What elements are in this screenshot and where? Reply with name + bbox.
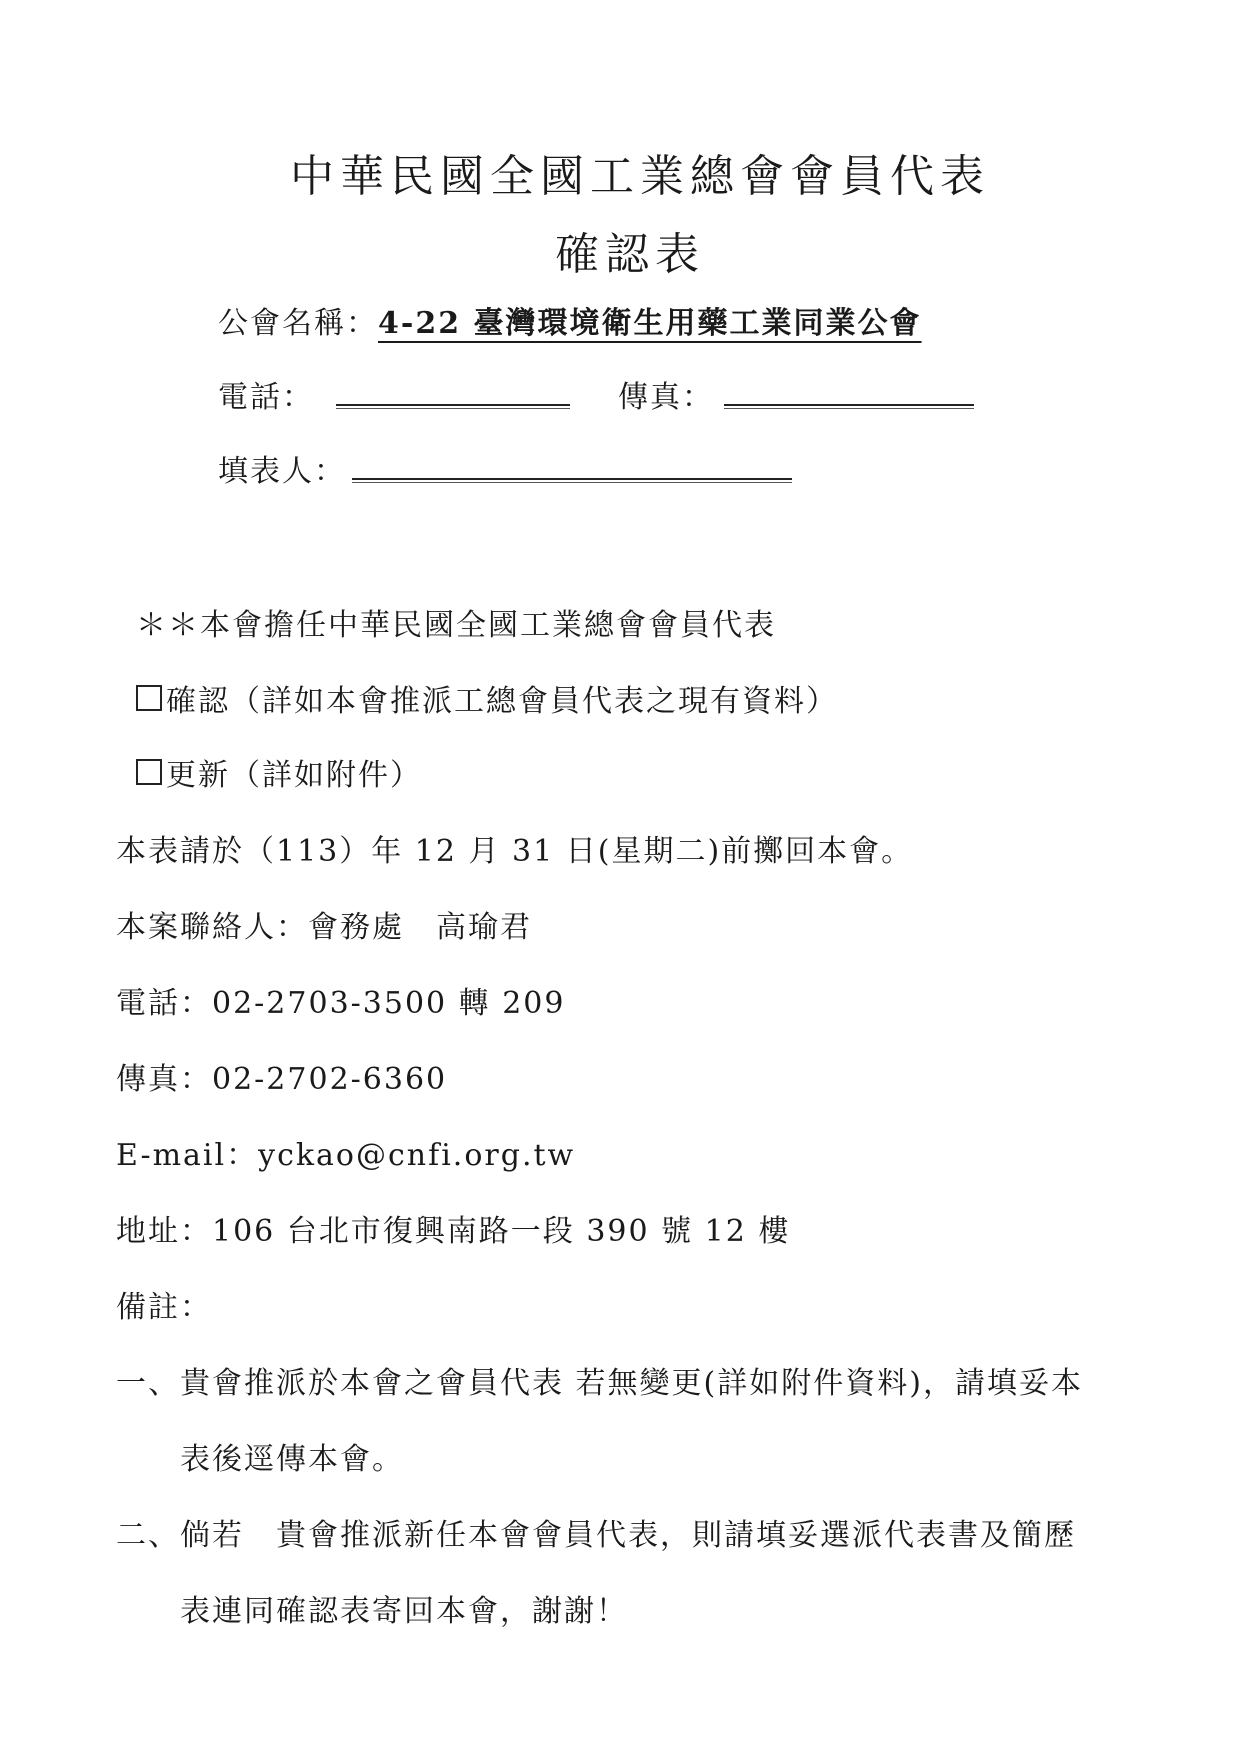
deadline-text: 本表請於（113）年 12 月 31 日(星期二)前擲回本會。 <box>116 834 914 869</box>
option-confirm-label: 確認（詳如本會推派工總會員代表之現有資料） <box>166 684 838 719</box>
contact-phone: 電話：02-2703-3500 轉 209 <box>116 986 566 1021</box>
contact-address: 地址：106 台北市復興南路一段 390 號 12 樓 <box>116 1214 791 1249</box>
page-subtitle: 確認表 <box>555 229 705 280</box>
update-checkbox[interactable] <box>136 759 162 785</box>
note-item-1-cont: 表後逕傳本會。 <box>180 1442 404 1477</box>
notes-label: 備註： <box>116 1290 212 1325</box>
fax-label: 傳真： <box>618 380 714 415</box>
option-confirm-row[interactable] <box>136 676 838 720</box>
note-item-2: 二、倘若 貴會推派新任本會會員代表，則請填妥選派代表書及簡歷 <box>116 1518 1076 1553</box>
statement-heading: ＊＊本會擔任中華民國全國工業總會會員代表 <box>136 608 776 643</box>
contact-person: 本案聯絡人：會務處 高瑜君 <box>116 910 532 945</box>
fax-field[interactable] <box>724 404 974 406</box>
phone-label: 電話： <box>218 380 314 415</box>
union-name-label: 公會名稱： <box>218 306 378 341</box>
note-item-2-cont: 表連同確認表寄回本會，謝謝！ <box>180 1594 628 1629</box>
option-update-label: 更新（詳如附件） <box>166 758 422 793</box>
phone-field[interactable] <box>336 404 570 406</box>
note-item-1: 一、貴會推派於本會之會員代表 若無變更(詳如附件資料)，請填妥本 <box>116 1366 1083 1401</box>
page-title: 中華民國全國工業總會會員代表 <box>290 151 990 202</box>
option-update-row[interactable] <box>136 750 422 794</box>
union-name-value: 4-22 臺灣環境衛生用藥工業同業公會 <box>378 306 922 341</box>
contact-fax: 傳真：02-2702-6360 <box>116 1062 448 1097</box>
union-name-row <box>218 298 922 342</box>
contact-email: E-mail：yckao@cnfi.org.tw <box>116 1138 576 1173</box>
confirm-checkbox[interactable] <box>136 685 162 711</box>
filler-field[interactable] <box>352 478 792 480</box>
filler-label: 填表人： <box>218 454 346 489</box>
